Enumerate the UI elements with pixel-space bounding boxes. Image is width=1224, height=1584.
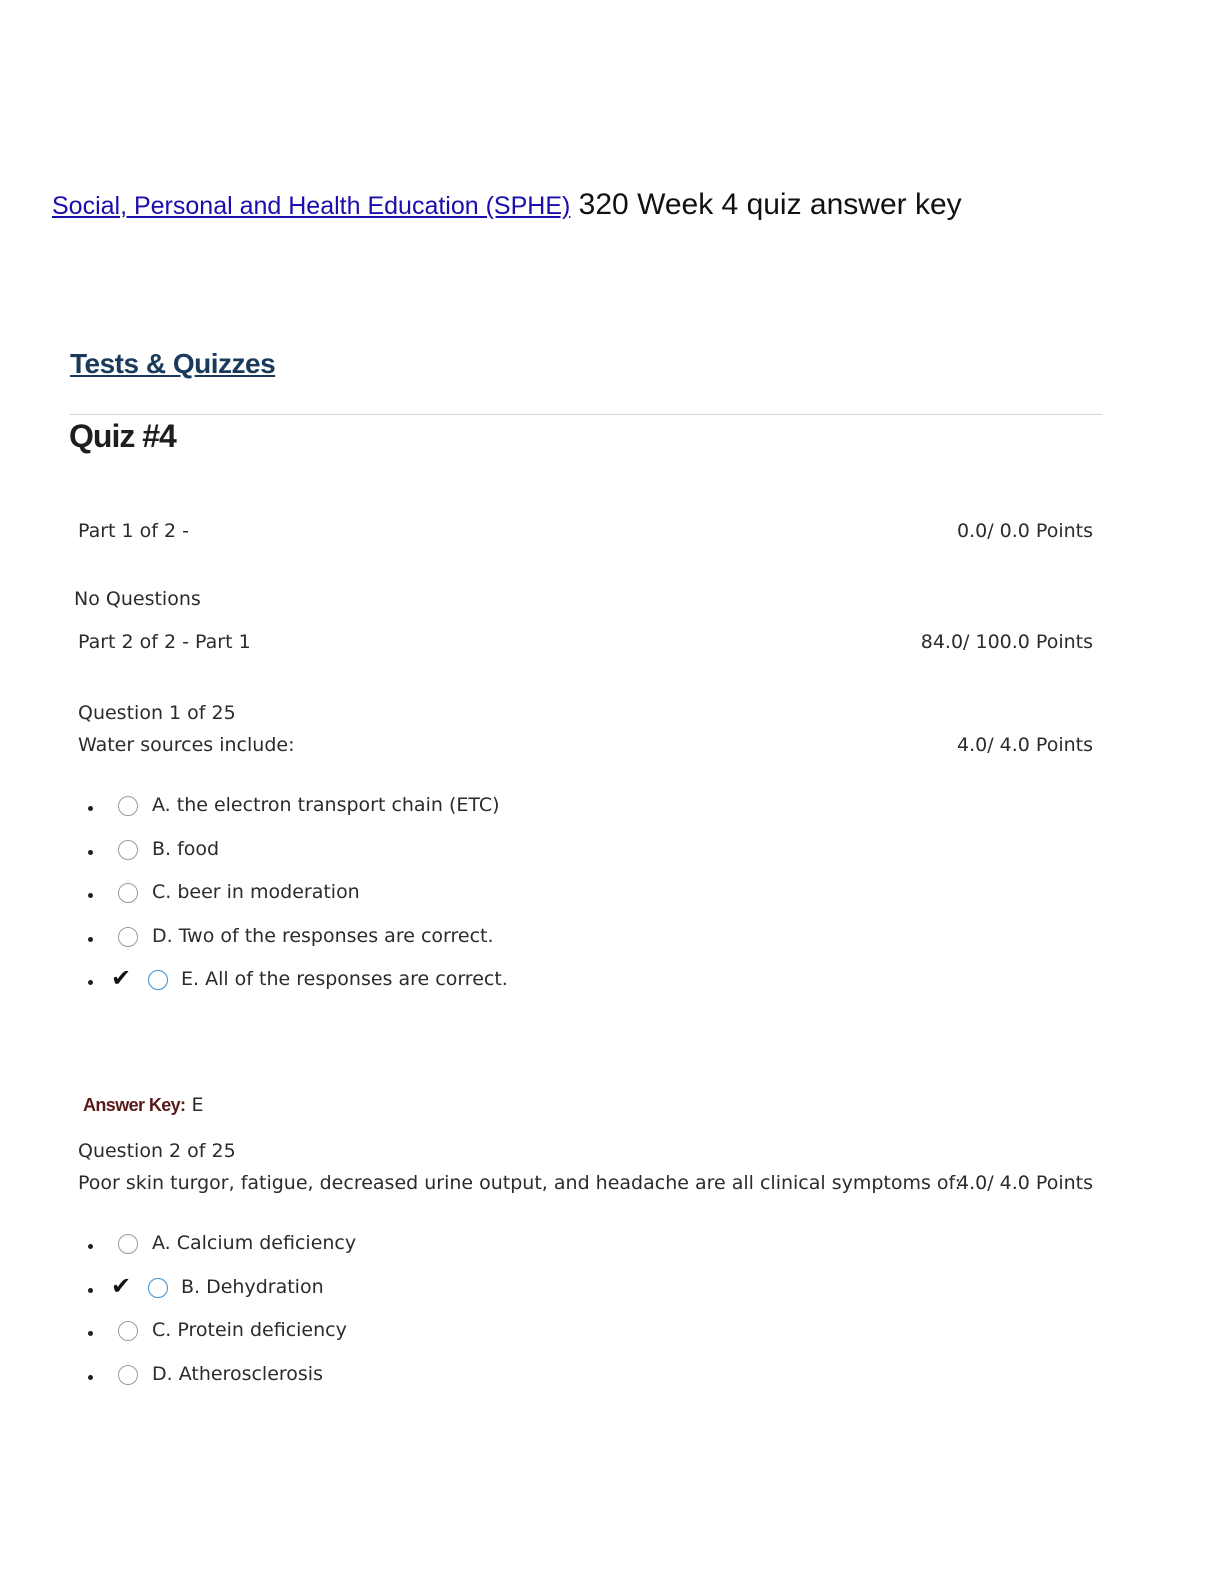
radio-icon[interactable] (118, 883, 138, 903)
option-text: C. Protein deficiency (152, 1319, 347, 1341)
bullet-icon (88, 980, 93, 985)
part-1-points: 0.0/ 0.0 Points (957, 520, 1093, 542)
option-text: E. All of the responses are correct. (181, 968, 508, 990)
no-questions-note: No Questions (74, 588, 201, 610)
answer-key-label: Answer Key: (83, 1095, 186, 1115)
question-1-text: Water sources include: (78, 734, 295, 756)
option-text: D. Two of the responses are correct. (152, 924, 494, 947)
bullet-icon (88, 937, 93, 942)
course-link[interactable]: Social, Personal and Health Education (SPHE) (52, 192, 571, 220)
option-text: D. Atherosclerosis (152, 1362, 323, 1385)
answer-key-value: E (185, 1094, 204, 1116)
question-2-header (78, 1172, 1093, 1194)
radio-icon[interactable] (118, 1234, 138, 1254)
part-1-header (78, 520, 1093, 542)
option-text: B. Dehydration (181, 1275, 324, 1298)
question-2-points: 4.0/ 4.0 Points (957, 1172, 1093, 1194)
option-text: B. food (152, 837, 220, 860)
question-1-points: 4.0/ 4.0 Points (957, 734, 1093, 756)
checkmark-icon: ✔ (111, 1271, 132, 1300)
part-2-points: 84.0/ 100.0 Points (920, 631, 1093, 653)
option-text: A. the electron transport chain (ETC) (152, 794, 500, 816)
radio-icon[interactable] (118, 840, 138, 860)
radio-icon[interactable] (118, 1321, 138, 1341)
answer-key (83, 1094, 203, 1116)
breadcrumb-tests-quizzes[interactable]: Tests & Quizzes (70, 348, 276, 379)
bullet-icon (88, 1375, 93, 1380)
divider (69, 414, 1102, 415)
option-text: A. Calcium deficiency (152, 1232, 357, 1254)
question-2-text: Poor skin turgor, fatigue, decreased urine output, and headache are all clinical symptoms of: (78, 1172, 961, 1194)
radio-icon[interactable] (148, 1278, 168, 1298)
question-1-number: Question 1 of 25 (78, 702, 236, 724)
part-2-label: Part 2 of 2 - Part 1 (78, 631, 251, 653)
question-2-number: Question 2 of 25 (78, 1140, 236, 1162)
page-title: Quiz #4 (69, 418, 176, 454)
question-1-header (78, 734, 1093, 756)
radio-icon[interactable] (118, 796, 138, 816)
bullet-icon (88, 850, 93, 855)
radio-icon[interactable] (118, 927, 138, 947)
bullet-icon (88, 1288, 93, 1293)
checkmark-icon: ✔ (111, 964, 132, 992)
bullet-icon (88, 893, 93, 898)
bullet-icon (88, 1331, 93, 1336)
bullet-icon (88, 1244, 93, 1249)
part-2-header (78, 631, 1093, 653)
radio-icon[interactable] (118, 1365, 138, 1385)
bullet-icon (88, 806, 93, 811)
document-title (52, 188, 962, 222)
option-text: C. beer in moderation (152, 881, 360, 903)
radio-icon[interactable] (148, 970, 168, 990)
part-1-label: Part 1 of 2 - (78, 520, 190, 542)
title-rest: 320 Week 4 quiz answer key (570, 188, 962, 221)
